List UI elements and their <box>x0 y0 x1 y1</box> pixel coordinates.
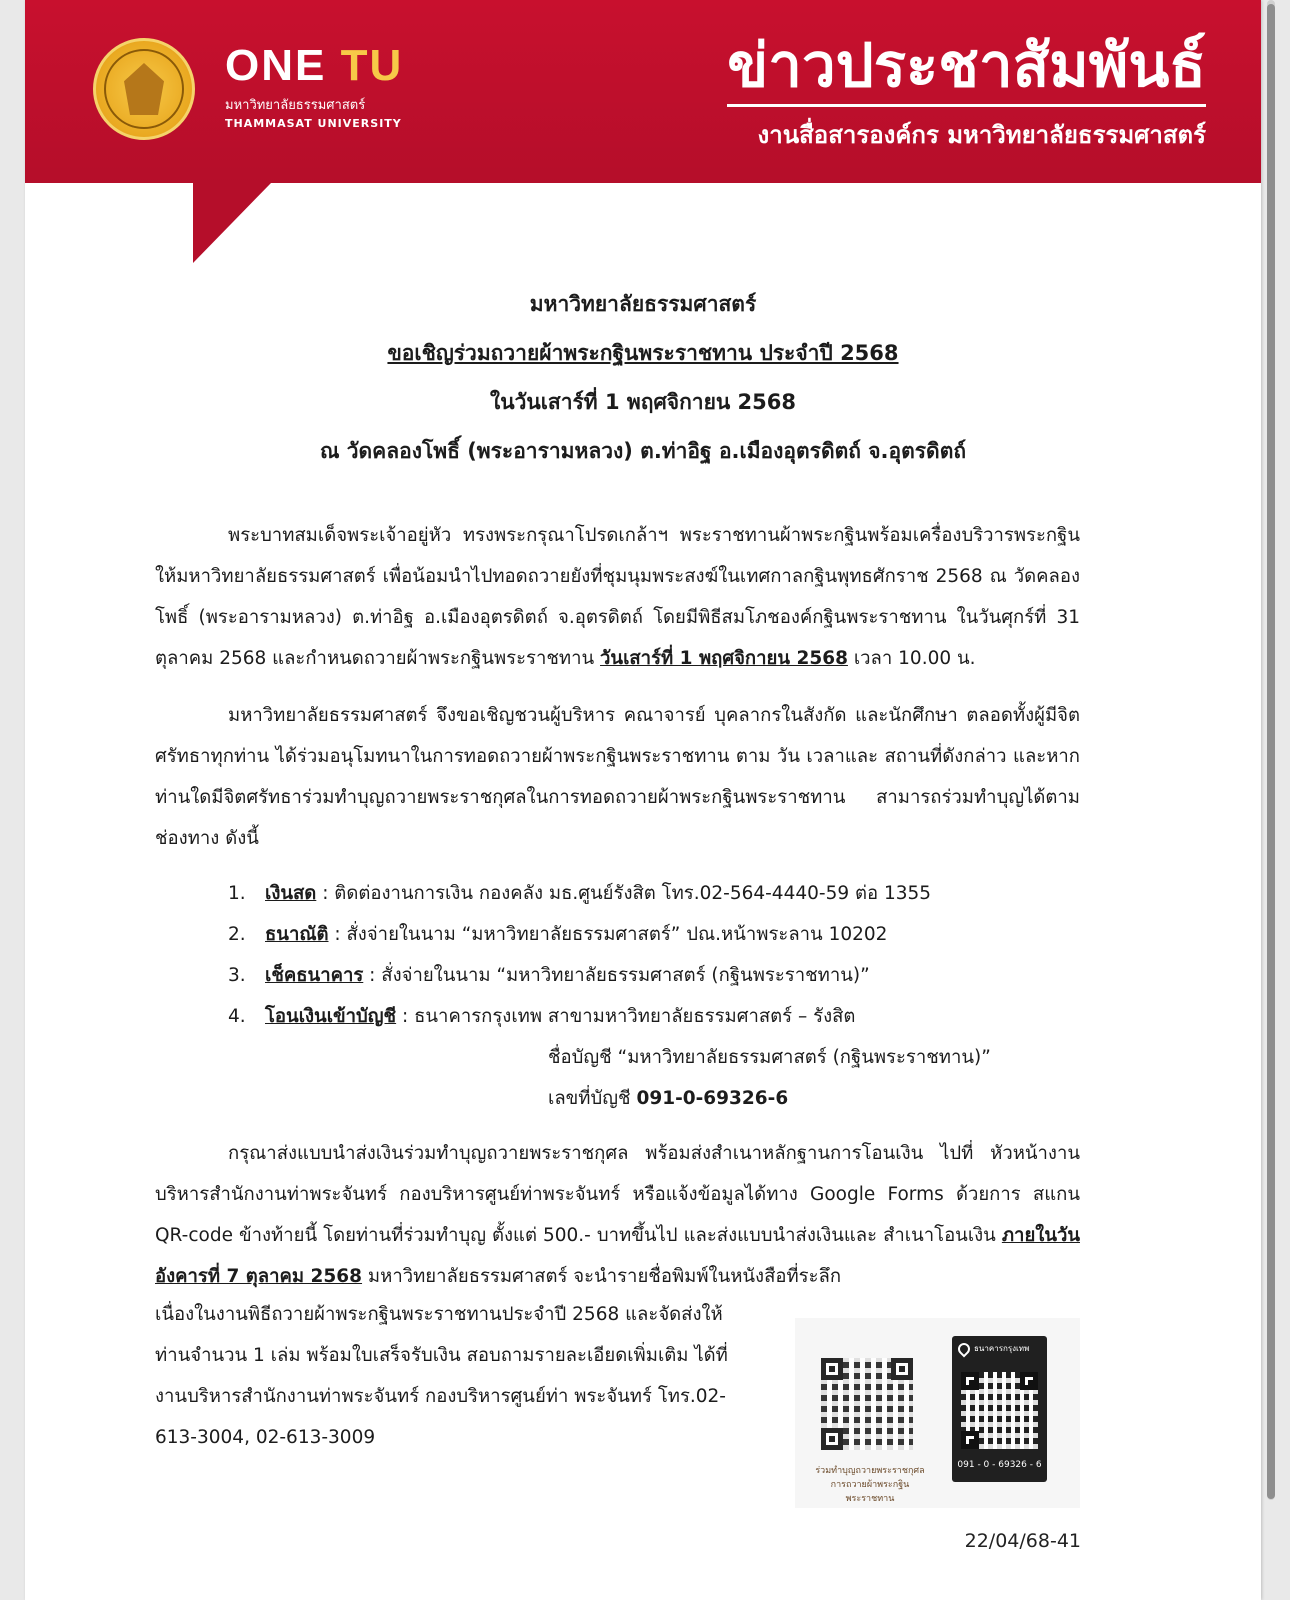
list-item: 1. เงินสด : ติดต่องานการเงิน กองคลัง มธ.ศูนย์รังสิต โทร.02-564-4440-59 ต่อ 1355 <box>228 883 932 904</box>
paragraph-submission-text: กรุณาส่งแบบนำส่งเงินร่วมทำบุญถวายพระราชกุศล พร้อมส่งสำเนาหลักฐานการโอนเงิน ไปที่ หัวหน้างานบริหารสำนักงานท่าพระจันทร์ กองบริหารศูนย์ท่าพระจันทร์ หรือแจ้งข้อมูลได้ทาง Google Forms ด้วยการ สแกน QR-code ข้างท้ายนี้ โดยท่านที่ร่วมทำบุญ ตั้งแต่ 500.- บาทขึ้นไป และส่งแบบนำส่งเงินและ สำเนาโอนเงิน <box>155 1143 1080 1246</box>
title-date: ในวันเสาร์ที่ 1 พฤศจิกายน 2568 <box>489 390 797 414</box>
qr-caption: ร่วมทำบุญถวายพระราชกุศล การถวายผ้าพระกฐินพระราชทาน <box>815 1466 925 1504</box>
headline <box>727 30 1206 154</box>
list-item: 2. ธนาณัติ : สั่งจ่ายในนาม “มหาวิทยาลัยธรรมศาสตร์” ปณ.หน้าพระลาน 10202 <box>228 924 888 945</box>
qr-finder <box>821 1358 843 1380</box>
paragraph-intro-date: วันเสาร์ที่ 1 พฤศจิกายน 2568 <box>600 648 848 669</box>
qr-finder <box>821 1428 843 1450</box>
bank-card-account: 091 - 0 - 69326 - 6 <box>957 1460 1042 1470</box>
channel-label-cheque: เช็คธนาคาร <box>265 965 364 986</box>
title-university: มหาวิทยาลัยธรรมศาสตร์ <box>529 292 757 316</box>
title-invitation: ขอเชิญร่วมถวายผ้าพระกฐินพระราชทาน ประจำปี 2568 <box>387 341 899 365</box>
account-name: ชื่อบัญชี “มหาวิทยาลัยธรรมศาสตร์ (กฐินพระราชทาน)” <box>548 1047 991 1068</box>
headline-subtitle: งานสื่อสารองค์กร มหาวิทยาลัยธรรมศาสตร์ <box>757 121 1206 149</box>
paragraph-contact: เนื่องในงานพิธีถวายผ้าพระกฐินพระราชทานประจำปี 2568 และจัดส่งให้ ท่านจำนวน 1 เล่ม พร้อมใบเสร็จรับเงิน สอบถามรายละเอียดเพิ่มเติม ได้ที่ งานบริหารสำนักงานท่าพระจันทร์ กองบริหารศูนย์ท่า พระจันทร์ โทร.02-613-3004, 02-613-3009 <box>155 1304 728 1448</box>
google-form-qr-icon[interactable] <box>821 1358 913 1450</box>
paragraph-submission-deadline: ภายในวันอังคารที่ 7 ตุลาคม 2568 <box>155 1225 1080 1287</box>
paragraph-intro <box>155 515 1080 679</box>
brand-thai-name: มหาวิทยาลัยธรรมศาสตร์ <box>225 98 366 113</box>
qr-code-panel <box>795 1318 1080 1508</box>
account-number-value: 091-0-69326-6 <box>636 1088 789 1109</box>
brand-name <box>225 41 404 90</box>
headline-title: ข่าวประชาสัมพันธ์ <box>727 31 1206 101</box>
title-venue: ณ วัดคลองโพธิ์ (พระอารามหลวง) ต.ท่าอิฐ อ.เมืองอุตรดิตถ์ จ.อุตรดิตถ์ <box>319 439 967 463</box>
brand-name-tu: TU <box>340 41 404 90</box>
paragraph-submission-text-end: มหาวิทยาลัยธรรมศาสตร์ จะนำรายชื่อพิมพ์ในหนังสือที่ระลึก <box>362 1266 842 1287</box>
list-item: 4. โอนเงินเข้าบัญชี : ธนาคารกรุงเทพ สาขามหาวิทยาลัยธรรมศาสตร์ – รังสิต <box>228 1006 856 1027</box>
paragraph-submission <box>155 1133 1080 1297</box>
scrollbar[interactable] <box>1267 0 1275 1500</box>
announcement-sheet <box>25 0 1261 1600</box>
bank-qr-card <box>952 1336 1047 1482</box>
announcement-titles <box>25 280 1261 476</box>
brand-english-name: THAMMASAT UNIVERSITY <box>225 117 402 130</box>
qr-finder <box>961 1372 979 1390</box>
university-seal-icon <box>93 38 195 140</box>
brand-logo <box>225 41 404 130</box>
donation-channels <box>155 873 1080 1119</box>
scrollbar-thumb[interactable] <box>1267 4 1275 1499</box>
bank-card-title: ธนาคารกรุงเทพ <box>974 1344 1030 1353</box>
paragraph-invitation <box>155 695 1080 859</box>
bank-qr-icon[interactable] <box>961 1372 1038 1449</box>
banner-flag-tab <box>193 183 271 263</box>
document-code: 22/04/68-41 <box>964 1530 1081 1552</box>
header-banner <box>25 0 1261 183</box>
channel-label-transfer: โอนเงินเข้าบัญชี <box>265 1006 397 1027</box>
paragraph-invitation-text: มหาวิทยาลัยธรรมศาสตร์ จึงขอเชิญชวนผู้บริหาร คณาจารย์ บุคลากรในสังกัด และนักศึกษา ตลอดทั้งผู้มีจิตศรัทธาทุกท่าน ได้ร่วมอนุโมทนาในการทอดถวายผ้าพระกฐินพระราชทาน ตาม วัน เวลาและ สถานที่ดังกล่าว และหากท่านใดมีจิตศรัทธาร่วมทำบุญถวายพระราชกุศลในการทอดถวายผ้าพระกฐินพระราชทาน สามารถร่วมทำบุญได้ตามช่องทาง ดังนี้ <box>155 705 1080 849</box>
list-item: 3. เช็คธนาคาร : สั่งจ่ายในนาม “มหาวิทยาลัยธรรมศาสตร์ (กฐินพระราชทาน)” <box>228 965 870 986</box>
channel-label-cash: เงินสด <box>265 883 317 904</box>
headline-divider <box>727 104 1206 107</box>
paragraph-intro-text: พระบาทสมเด็จพระเจ้าอยู่หัว ทรงพระกรุณาโปรดเกล้าฯ พระราชทานผ้าพระกฐินพร้อมเครื่องบริวารพระกฐิน ให้มหาวิทยาลัยธรรมศาสตร์ เพื่อน้อมนำไปทอดถวายยังที่ชุมนุมพระสงฆ์ในเทศกาลกฐินพุทธศักราช 2568 ณ วัดคลองโพธิ์ (พระอารามหลวง) ต.ท่าอิฐ อ.เมืองอุตรดิตถ์ จ.อุตรดิตถ์ โดยมีพิธีสมโภชองค์กฐินพระราชทาน ในวันศุกร์ที่ 31 ตุลาคม 2568 และกำหนดถวายผ้าพระกฐินพระราชทาน <box>155 525 1080 669</box>
qr-finder <box>1020 1372 1038 1390</box>
brand-name-one: ONE <box>225 41 327 90</box>
account-number: เลขที่บัญชี 091-0-69326-6 <box>548 1088 789 1109</box>
channel-label-money-order: ธนาณัติ <box>265 924 329 945</box>
qr-finder <box>961 1431 979 1449</box>
qr-finder <box>891 1358 913 1380</box>
paragraph-intro-time: เวลา 10.00 น. <box>847 648 976 669</box>
